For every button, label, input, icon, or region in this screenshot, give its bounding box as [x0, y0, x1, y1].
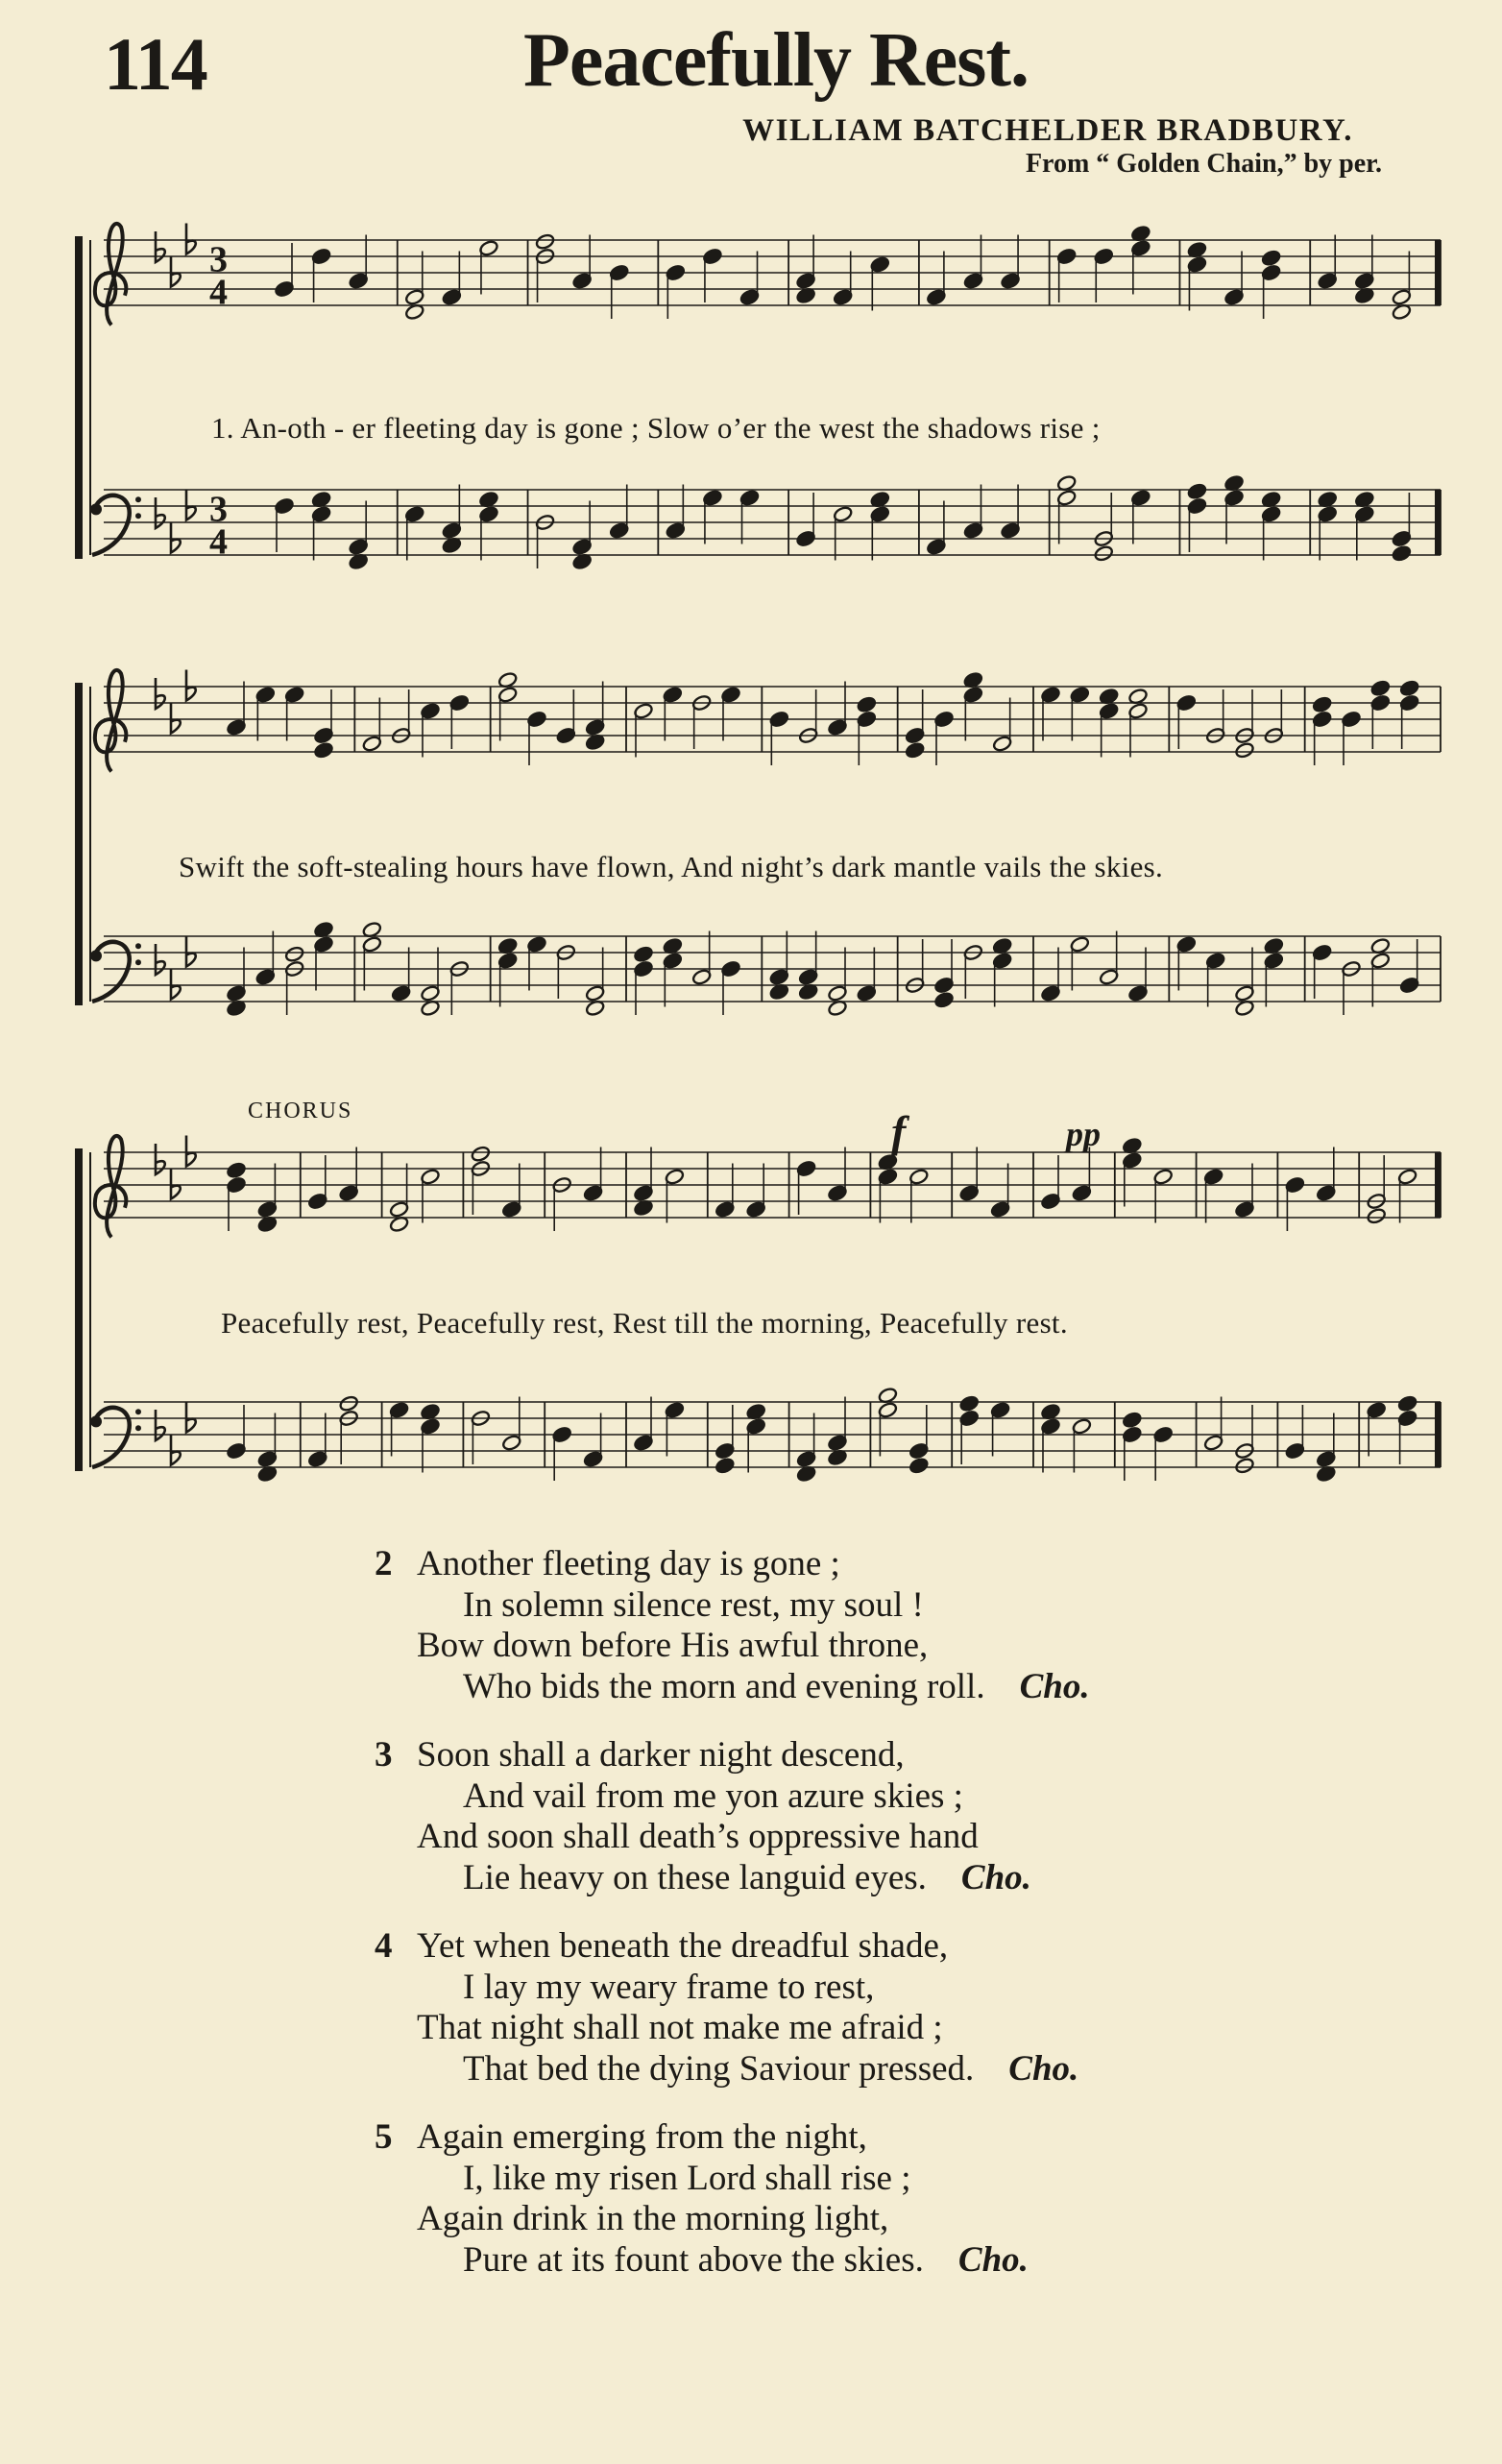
- bass-notehead: [284, 945, 304, 962]
- chorus-ref: Cho.: [957, 2239, 1029, 2280]
- bass-notehead: [1392, 544, 1412, 562]
- source-credit: From “ Golden Chain,” by per.: [1025, 149, 1382, 179]
- treble-notehead: [1234, 741, 1254, 759]
- bass-notehead: [715, 1457, 735, 1474]
- verse-5: [375, 2117, 1335, 2281]
- bass-flat-icon: [186, 936, 196, 967]
- music-system-1: [75, 221, 1450, 605]
- bass-notehead: [1094, 544, 1114, 562]
- lyric-line-2: Swift the soft-stealing hours have flown, And night’s dark mantle vails the skies.: [179, 850, 1164, 883]
- bass-bass-clef-dot: [135, 943, 141, 949]
- verse-line: Lie heavy on these languid eyes.: [463, 1857, 927, 1897]
- bass-bass-clef-dot: [135, 513, 141, 519]
- treble-notehead: [905, 741, 925, 759]
- music-system-2: [75, 667, 1450, 1051]
- treble-flat-icon: [171, 1169, 181, 1199]
- verse-line: Who bids the morn and evening roll.: [463, 1666, 985, 1706]
- dynamic-forte: f: [891, 1107, 907, 1156]
- treble-notehead: [313, 741, 333, 759]
- verse-line: Soon shall a darker night descend,: [417, 1735, 905, 1775]
- bass-flat-icon: [171, 969, 181, 1000]
- verse-line: Another fleeting day is gone ;: [417, 1544, 840, 1583]
- time-signature-digit: 4: [209, 521, 228, 563]
- bass-notehead: [959, 1394, 980, 1412]
- bass-bass-clef-dot: [135, 959, 141, 965]
- chorus-label: CHORUS: [248, 1099, 353, 1123]
- page-number: 114: [104, 22, 206, 106]
- verse-3: [375, 1735, 1335, 1898]
- treble-treble-clef-icon: [95, 1136, 126, 1238]
- verse-line: And soon shall death’s oppressive hand: [417, 1817, 979, 1856]
- treble-flat-icon: [171, 256, 181, 287]
- chorus-ref: Cho.: [1019, 1666, 1090, 1706]
- bass-flat-icon: [171, 1435, 181, 1465]
- lyric-line-3: Peacefully rest, Peacefully rest, Rest till the morning, Peacefully rest.: [221, 1306, 1068, 1340]
- treble-flat-icon: [186, 224, 196, 254]
- music-system-3: [75, 1095, 1450, 1517]
- verse-list: [375, 1544, 1335, 2308]
- treble-notehead: [535, 232, 555, 250]
- bass-notehead: [908, 1457, 929, 1474]
- bass-flat-icon: [156, 497, 165, 528]
- system-brace: [75, 236, 83, 559]
- treble-notehead: [1367, 1207, 1387, 1224]
- chorus-ref: Cho.: [960, 1857, 1031, 1897]
- treble-treble-clef-icon: [95, 224, 126, 326]
- bass-notehead: [633, 945, 653, 962]
- treble-notehead: [857, 695, 877, 713]
- verse-line: That night shall not make me afraid ;: [417, 2008, 943, 2047]
- verse-4: [375, 1926, 1335, 2090]
- bass-flat-icon: [186, 1402, 196, 1433]
- treble-notehead: [1399, 679, 1419, 696]
- verse-line: Bow down before His awful throne,: [417, 1626, 929, 1665]
- verse-2: [375, 1544, 1335, 1707]
- system-brace: [75, 683, 83, 1005]
- chorus-ref: Cho.: [1008, 2048, 1079, 2089]
- bass-bass-clef-dot: [135, 1425, 141, 1431]
- treble-notehead: [471, 1145, 491, 1162]
- treble-notehead: [1261, 249, 1281, 266]
- bass-flat-icon: [156, 944, 165, 975]
- verse-line: Pure at its fount above the skies.: [463, 2239, 924, 2280]
- bass-bass-clef-dot: [90, 503, 102, 515]
- time-signature-digit: 4: [209, 272, 228, 313]
- verse-number: 3: [375, 1735, 393, 1775]
- treble-notehead: [226, 1161, 246, 1178]
- verse-line: Yet when beneath the dreadful shade,: [417, 1926, 949, 1966]
- bass-notehead: [1397, 1394, 1417, 1412]
- final-barline: [1435, 1152, 1441, 1218]
- verse-line: Again drink in the morning light,: [417, 2199, 889, 2238]
- bass-notehead: [1187, 482, 1207, 499]
- bass-bass-clef-dot: [135, 496, 141, 502]
- bass-bass-clef-dot: [135, 1409, 141, 1414]
- treble-flat-icon: [186, 670, 196, 701]
- verse-line: And vail from me yon azure skies ;: [463, 1776, 963, 1816]
- verse-line: In solemn silence rest, my soul !: [463, 1584, 924, 1625]
- bass-notehead: [933, 991, 954, 1008]
- verse-number: 5: [375, 2117, 393, 2157]
- treble-flat-icon: [156, 231, 165, 262]
- bass-flat-icon: [171, 522, 181, 553]
- bass-notehead: [1234, 1457, 1254, 1474]
- time-signature-digit: 3: [209, 239, 228, 280]
- bass-flat-icon: [156, 1410, 165, 1440]
- bass-notehead: [339, 1394, 359, 1412]
- treble-flat-icon: [171, 703, 181, 734]
- treble-treble-clef-icon: [95, 670, 126, 772]
- composer-credit: WILLIAM BATCHELDER BRADBURY.: [742, 113, 1353, 148]
- bass-bass-clef-dot: [90, 1415, 102, 1427]
- treble-notehead: [1370, 679, 1391, 696]
- verse-number: 2: [375, 1544, 393, 1583]
- final-barline: [1435, 240, 1441, 305]
- treble-flat-icon: [156, 678, 165, 709]
- bass-flat-icon: [186, 490, 196, 520]
- verse-line: I lay my weary frame to rest,: [463, 1967, 875, 2007]
- treble-flat-icon: [186, 1136, 196, 1167]
- treble-flat-icon: [156, 1144, 165, 1174]
- lyric-line-1: 1. An-oth - er fleeting day is gone ; Slow o’er the west the shadows rise ;: [211, 411, 1101, 445]
- bass-bass-clef-dot: [90, 950, 102, 961]
- verse-number: 4: [375, 1926, 393, 1966]
- hymn-title: Peacefully Rest.: [523, 18, 1030, 103]
- system-brace: [75, 1148, 83, 1471]
- dynamic-pianissimo: pp: [1066, 1115, 1101, 1153]
- bass-notehead: [1122, 1411, 1142, 1428]
- final-barline: [1435, 1402, 1441, 1467]
- treble-notehead: [1312, 695, 1332, 713]
- verse-line: That bed the dying Saviour pressed.: [463, 2048, 975, 2089]
- time-signature-digit: 3: [209, 489, 228, 530]
- verse-line: Again emerging from the night,: [417, 2117, 867, 2157]
- verse-line: I, like my risen Lord shall rise ;: [463, 2158, 911, 2198]
- final-barline: [1435, 490, 1441, 555]
